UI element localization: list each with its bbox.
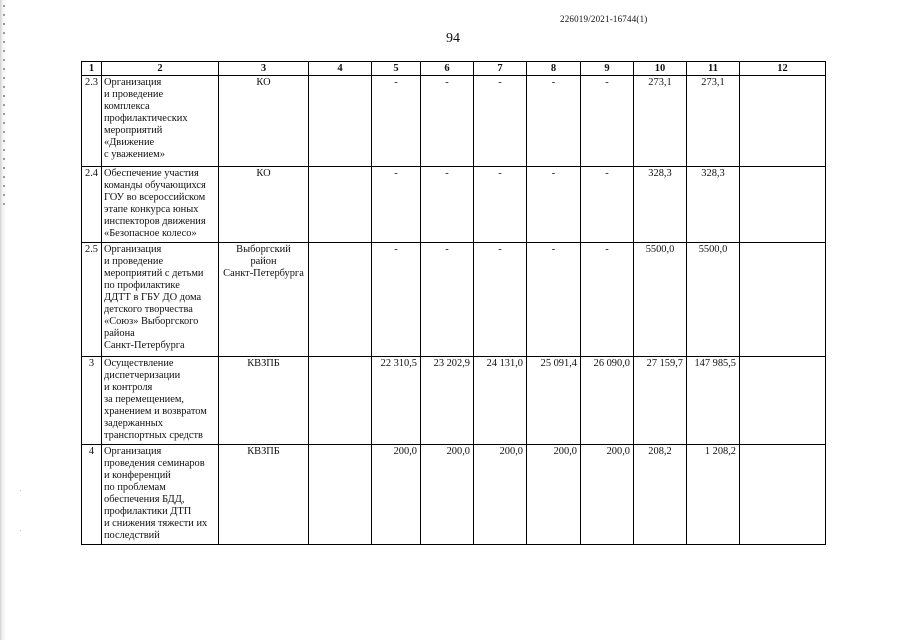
- row-number: 3: [82, 357, 102, 445]
- executor: КВЗПБ: [219, 357, 309, 445]
- table-row: [82, 357, 826, 445]
- value-col7: 24 131,0: [474, 357, 527, 445]
- value-col6: -: [421, 243, 474, 357]
- value-col9: -: [581, 167, 634, 243]
- executor: КО: [219, 76, 309, 167]
- column-header: 11: [687, 62, 740, 76]
- column-header: 3: [219, 62, 309, 76]
- scan-speck: [20, 490, 21, 491]
- scan-edge-marks: [3, 5, 5, 205]
- value-col8: 200,0: [527, 445, 581, 545]
- column-header: 1: [82, 62, 102, 76]
- column-header: 9: [581, 62, 634, 76]
- cell-col4: [309, 445, 372, 545]
- table-row: [82, 243, 826, 357]
- executor: Выборгский район Санкт-Петербурга: [219, 243, 309, 357]
- table-row: [82, 167, 826, 243]
- value-col6: -: [421, 76, 474, 167]
- value-col9: 200,0: [581, 445, 634, 545]
- value-col9: -: [581, 76, 634, 167]
- value-col8: -: [527, 243, 581, 357]
- activity-name: Обеспечение участия команды обучающихся ГОУ во всероссийском этапе конкурса юных инспекторов движения «Безопасное колесо»: [102, 167, 219, 243]
- table-row: [82, 445, 826, 545]
- column-header: 4: [309, 62, 372, 76]
- value-col10: 273,1: [634, 76, 687, 167]
- value-col9: 26 090,0: [581, 357, 634, 445]
- value-col7: -: [474, 167, 527, 243]
- row-number: 2.5: [82, 243, 102, 357]
- cell-col12: [740, 445, 826, 545]
- cell-col4: [309, 167, 372, 243]
- column-header: 10: [634, 62, 687, 76]
- column-header: 6: [421, 62, 474, 76]
- value-col10: 27 159,7: [634, 357, 687, 445]
- column-header: 2: [102, 62, 219, 76]
- value-col5: 200,0: [372, 445, 421, 545]
- activity-name: Организация проведения семинаров и конференций по проблемам обеспечения БДД, профилактики ДТП и снижения тяжести их последствий: [102, 445, 219, 545]
- page-number: 94: [446, 31, 460, 46]
- value-col8: -: [527, 76, 581, 167]
- cell-col12: [740, 76, 826, 167]
- column-header: 5: [372, 62, 421, 76]
- row-number: 4: [82, 445, 102, 545]
- value-col11: 5500,0: [687, 243, 740, 357]
- budget-table: [81, 61, 826, 545]
- column-header: 8: [527, 62, 581, 76]
- value-col5: 22 310,5: [372, 357, 421, 445]
- cell-col12: [740, 357, 826, 445]
- executor: КО: [219, 167, 309, 243]
- row-number: 2.3: [82, 76, 102, 167]
- cell-col12: [740, 243, 826, 357]
- column-header: 7: [474, 62, 527, 76]
- value-col11: 1 208,2: [687, 445, 740, 545]
- cell-col12: [740, 167, 826, 243]
- value-col6: -: [421, 167, 474, 243]
- value-col8: -: [527, 167, 581, 243]
- value-col5: -: [372, 243, 421, 357]
- value-col9: -: [581, 243, 634, 357]
- value-col10: 5500,0: [634, 243, 687, 357]
- table-row: [82, 76, 826, 167]
- activity-name: Организация и проведение мероприятий с детьми по профилактике ДДТТ в ГБУ ДО дома детского творчества «Союз» Выборгского района Санкт-Петербурга: [102, 243, 219, 357]
- value-col5: -: [372, 167, 421, 243]
- value-col7: 200,0: [474, 445, 527, 545]
- value-col6: 23 202,9: [421, 357, 474, 445]
- cell-col4: [309, 357, 372, 445]
- value-col6: 200,0: [421, 445, 474, 545]
- document-id: 226019/2021-16744(1): [560, 14, 648, 24]
- value-col11: 273,1: [687, 76, 740, 167]
- value-col10: 208,2: [634, 445, 687, 545]
- column-header: 12: [740, 62, 826, 76]
- value-col7: -: [474, 76, 527, 167]
- value-col7: -: [474, 243, 527, 357]
- value-col11: 328,3: [687, 167, 740, 243]
- row-number: 2.4: [82, 167, 102, 243]
- activity-name: Организация и проведение комплекса профилактических мероприятий «Движение с уважением»: [102, 76, 219, 167]
- value-col8: 25 091,4: [527, 357, 581, 445]
- value-col11: 147 985,5: [687, 357, 740, 445]
- cell-col4: [309, 243, 372, 357]
- value-col10: 328,3: [634, 167, 687, 243]
- scan-speck: [20, 530, 21, 531]
- value-col5: -: [372, 76, 421, 167]
- activity-name: Осуществление диспетчеризации и контроля за перемещением, хранением и возвратом задержанных транспортных средств: [102, 357, 219, 445]
- table-header-row: [82, 62, 826, 76]
- executor: КВЗПБ: [219, 445, 309, 545]
- cell-col4: [309, 76, 372, 167]
